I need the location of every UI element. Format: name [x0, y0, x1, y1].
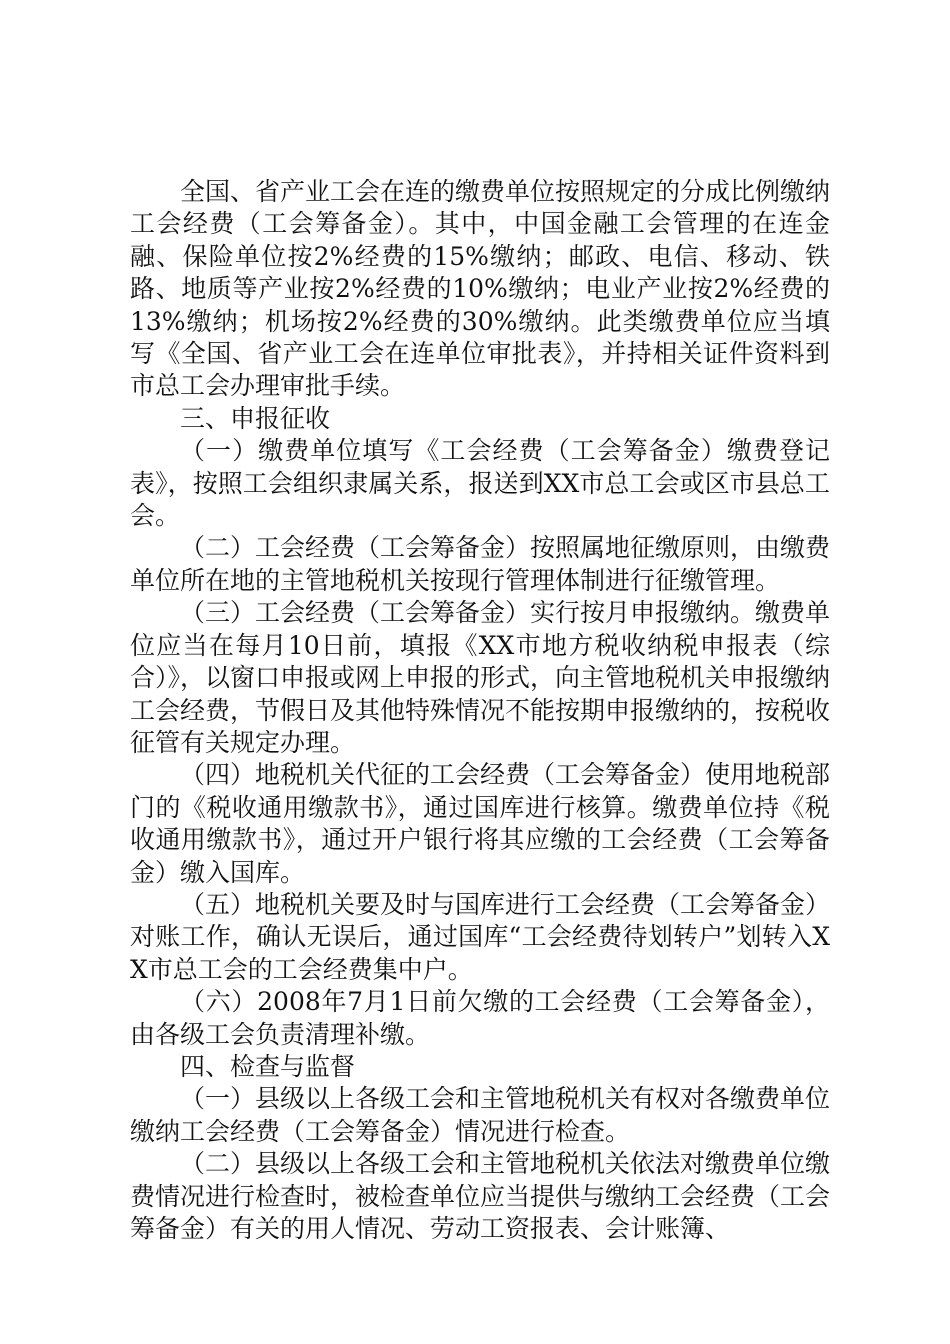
paragraph-union-fee-ratio: 全国、省产业工会在连的缴费单位按照规定的分成比例缴纳工会经费（工会筹备金）。其中，中国金融工会管理的在连金融、保险单位按2%经费的15%缴纳；邮政、电信、移动、铁路、地质等产业按2%经费的10%缴纳；电业产业按2%经费的13%缴纳；机场按2%经费的30%缴纳。此类缴费单位应当填写《全国、省产业工会在连单位审批表》，并持相关证件资料到市总工会办理审批手续。 [130, 177, 831, 401]
paragraph-item-4: （四）地税机关代征的工会经费（工会筹备金）使用地税部门的《税收通用缴款书》，通过国库进行核算。缴费单位持《税收通用缴款书》，通过开户银行将其应缴的工会经费（工会筹备金）缴入国库。 [130, 760, 831, 887]
paragraph-inspection-1: （一）县级以上各级工会和主管地税机关有权对各缴费单位缴纳工会经费（工会筹备金）情况进行检查。 [130, 1084, 831, 1146]
paragraph-item-5: （五）地税机关要及时与国库进行工会经费（工会筹备金）对账工作，确认无误后，通过国库“工会经费待划转户”划转入XX市总工会的工会经费集中户。 [130, 889, 831, 984]
section-heading-inspection: 四、检查与监督 [180, 1051, 356, 1081]
paragraph-item-3: （三）工会经费（工会筹备金）实行按月申报缴纳。缴费单位应当在每月10日前，填报《XX市地方税收纳税申报表（综合）》，以窗口申报或网上申报的形式，向主管地税机关申报缴纳工会经费，节假日及其他特殊情况不能按期申报缴纳的，按税收征管有关规定办理。 [130, 598, 831, 757]
paragraph-inspection-2: （二）县级以上各级工会和主管地税机关依法对缴费单位缴费情况进行检查时，被检查单位应当提供与缴纳工会经费（工会筹备金）有关的用人情况、劳动工资报表、会计账簿、 [130, 1149, 831, 1243]
section-heading-declaration: 三、申报征收 [180, 403, 331, 433]
paragraph-item-2: （二）工会经费（工会筹备金）按照属地征缴原则，由缴费单位所在地的主管地税机关按现行管理体制进行征缴管理。 [130, 533, 831, 595]
paragraph-item-1: （一）缴费单位填写《工会经费（工会筹备金）缴费登记表》，按照工会组织隶属关系，报送到XX市总工会或区市县总工会。 [130, 436, 830, 531]
paragraph-item-6: （六）2008年7月1日前欠缴的工会经费（工会筹备金），由各级工会负责清理补缴。 [130, 987, 830, 1049]
document-body [130, 176, 830, 1245]
